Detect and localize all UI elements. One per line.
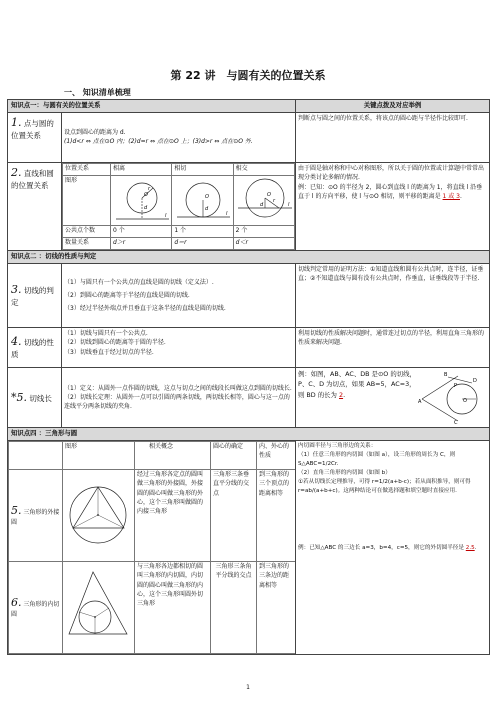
fig-label-p: P: [454, 383, 458, 390]
incircle-radius-cell: [296, 441, 490, 655]
fig-label-o: O: [463, 398, 467, 405]
incircle-answer: 2.5: [465, 544, 475, 551]
tangent-l-label: l: [226, 210, 228, 217]
row2-points-label: 公共点个数: [63, 226, 111, 238]
row5-label: 切线长: [29, 393, 52, 403]
row-tangent-length: [8, 368, 490, 428]
intersect-d-label: d: [259, 201, 263, 208]
row-point-circle: [8, 112, 490, 162]
intersect-diagram: [234, 176, 295, 222]
row1-line2: (1)d<r ⇔ 点在⊙O 内；(2)d=r ⇔ 点在⊙O 上；(3)d>r ⇔ 点在⊙O 外.: [64, 138, 253, 146]
kp1-header: 知识点一：与圆有关的位置关系: [8, 100, 296, 113]
row2-relation-label: 数量关系: [63, 238, 111, 250]
row-line-circle: [8, 162, 490, 250]
row4-number: 4.: [11, 335, 22, 349]
tangent-diagram: [172, 176, 233, 222]
separate-r-label: r: [148, 185, 151, 192]
incircle-figure-cell: [63, 562, 135, 654]
fig-label-c: C: [454, 420, 458, 426]
circumcircle-figure-cell: [63, 470, 135, 562]
incircle-radius-2: （2）直角三角形的内切圆（如图 b）: [298, 469, 391, 476]
row4-content: [62, 328, 296, 368]
row2-points-intersect: 2 个: [233, 226, 294, 238]
row2-rel-separate: d＞r: [111, 238, 172, 250]
incircle-radius-title: 内切圆半径与三角形边的关系：: [298, 443, 377, 450]
knowledge-table: [7, 99, 489, 655]
row2-example-text: 例：已知：⊙O 的半径为 2，圆心到直线 l 的距离为 1，将直线 l 沿垂直于 l 的方向平移，使 l 与⊙O 相切，则平移的距离是: [298, 183, 483, 200]
fig-label-b: B: [444, 372, 448, 379]
fig-label-a: A: [418, 399, 422, 406]
row3-number: 3.: [11, 283, 22, 297]
row3-item-1: （1）与圆只有一个公共点的直线是圆的切线（定义法）.: [64, 278, 214, 286]
row2-tip-cell: [296, 162, 490, 250]
row1-content: [62, 112, 296, 162]
fig-label-d: D: [473, 378, 477, 385]
separate-center-label: O: [144, 191, 148, 198]
blank-head-cell: [9, 442, 63, 470]
row2-head-intersect: 相交: [233, 163, 294, 175]
row2-head-relation: 位置关系: [63, 163, 111, 175]
row2-label: 直线和圆的位置关系: [11, 168, 54, 190]
row3-item-3: （3）经过半径外端点并且垂直于这条半径的直线是圆的切线.: [64, 305, 226, 313]
row4-item-3: （3）切线垂直于经过切点的半径.: [64, 348, 154, 356]
row3-label-cell: [8, 264, 62, 328]
tangent-center-label: O: [205, 193, 210, 200]
row4-tip: 利用切线的性质解决问题时，通常连过切点的半径，利用直角三角形的性质来解决问题.: [296, 328, 490, 368]
row7-number: 6.: [11, 596, 22, 610]
figure-separate: [111, 175, 172, 225]
head-concept: 相关概念: [135, 442, 211, 470]
row2-tip: 由于圆是轴对称和中心对称图形，所以关于圆的位置或计算题中常常出现分类讨论多解的情况.: [298, 164, 485, 182]
row-tangent-criteria: [8, 264, 490, 328]
head-center: 圆心的确定: [211, 442, 257, 470]
row5-item-1: （1）定义：从圆外一点作圆的切线，这点与切点之间的线段长叫做这点到圆的切线长.: [64, 384, 292, 392]
head-figure: 图形: [63, 442, 135, 470]
row2-number: 2.: [11, 165, 22, 179]
row1-label-cell: [8, 112, 62, 162]
row3-content: [62, 264, 296, 328]
kp2-header: 知识点二 ：切线的性质与判定: [8, 251, 490, 264]
row7-center: 三角形三条角平分线的交点: [211, 562, 257, 654]
row6-concept: 经过三角形各定点的圆叫做三角形的外接圆，外接圆的圆心叫做三角形的外心，这个三角形叫做圆的内接三角形: [135, 470, 211, 562]
row1-label: 点与圆的位置关系: [11, 118, 54, 140]
kp1-header-row: [8, 100, 490, 113]
row2-points-separate: 0 个: [111, 226, 172, 238]
incircle-example: 例：已知△ABC 的三边长 a=3，b=4，c=5，则它的外切圆半径是 2.5.: [298, 544, 477, 551]
separate-d-label: d: [144, 204, 148, 211]
row5-example-text: 例：如图，AB、AC、DB 是⊙O 的切线，P、C、D 为切点，如果 AB=5，AC=3，则 BD 的长为: [298, 370, 416, 399]
intersect-l-label: l: [287, 201, 290, 208]
row6-label-cell: [9, 470, 63, 562]
row5-example: 例：如图，AB、AC、DB 是⊙O 的切线，P、C、D 为切点，如果 AB=5，AC=3，则 BD 的长为 2.: [298, 370, 416, 399]
kp4-header-row: [8, 428, 490, 441]
kp2-header-row: [8, 251, 490, 264]
kp4-header: 知识点四 ：三角形与圆: [8, 428, 490, 441]
triangle-circle-table-cell: [8, 441, 296, 655]
tangent-d-label: d: [205, 205, 209, 212]
row-tangent-properties: [8, 328, 490, 368]
row4-item-2: （2）切线到圆心的距离等于圆的半径.: [64, 339, 166, 347]
head-property: 内、外心的性质: [257, 442, 296, 470]
figure-tangent: [172, 175, 233, 225]
row2-rel-tangent: d＝r: [172, 238, 233, 250]
row5-content: [62, 368, 296, 428]
row7-label-cell: [9, 562, 63, 654]
row2-points-tangent: 1 个: [172, 226, 233, 238]
page-number: 1: [246, 684, 250, 691]
row4-item-1: （1）切线与圆只有一个公共点.: [64, 330, 148, 338]
incircle-example-text: 例：已知△ABC 的三边长 a=3，b=4，c=5，则它的外切圆半径是: [298, 544, 464, 551]
separate-diagram: [111, 176, 172, 222]
row2-figure-label: 图形: [63, 175, 111, 225]
row1-tip: 判断点与圆之间的位置关系，将该点的圆心距与半径作比较即可.: [296, 112, 490, 162]
tips-header: 关键点拨及对应举例: [296, 100, 490, 113]
row3-item-2: （2）到圆心的距离等于半径的直线是圆的切线.: [64, 292, 190, 300]
row4-label: 切线的性质: [11, 338, 54, 360]
row3-tip: 切线判定常用的证明方法：①知道直线和圆有公共点时，连半径，证垂直；②不知道直线与圆有没有公共点时，作垂直，证垂线段等于半径.: [296, 264, 490, 328]
row2-label-cell: [8, 162, 62, 250]
row7-property: 到三角形的三条边的距离相等: [257, 562, 296, 654]
row7-label: 三角形的内切圆: [11, 601, 60, 619]
incircle-diagram: [63, 562, 133, 648]
row5-answer: 2: [338, 390, 344, 399]
row5-example-cell: [296, 368, 490, 428]
row4-label-cell: [8, 328, 62, 368]
intersect-center-label: O: [266, 191, 271, 198]
row1-number: 1.: [11, 115, 22, 129]
row2-head-tangent: 相切: [172, 163, 233, 175]
row7-concept: 与三角形各边都相切的圆叫三角形的内切圆，内切圆的圆心叫做三角形的内心，这个三角形叫圆外切三角形: [135, 562, 211, 654]
row5-number: *5.: [11, 390, 27, 404]
triangle-circle-block: [8, 441, 490, 655]
row2-example: 例：已知：⊙O 的半径为 2，圆心到直线 l 的距离为 1，将直线 l 沿垂直于 l 的方向平移，使 l 与⊙O 相切，则平移的距离是 1 或 3.: [298, 183, 483, 200]
row5-item-2: （2）切线长定理：从圆外一点可以引圆的两条切线，两切线长相等，圆心与这一点的连线平分两条切线的夹角.: [64, 393, 290, 411]
row3-label: 切线的判定: [11, 286, 54, 308]
row2-rel-intersect: d＜r: [233, 238, 294, 250]
intersect-r-label: r: [272, 197, 275, 204]
page-title: 第 22 讲 与圆有关的位置关系: [170, 69, 326, 82]
row2-answer: 1 或 3: [442, 192, 460, 200]
row2-content: [62, 162, 296, 250]
circumcircle-diagram: [63, 470, 133, 556]
tangent-length-diagram: [418, 369, 484, 425]
row1-line1: 设点到圆心的距离为 d.: [64, 129, 126, 137]
incircle-radius-1: （1）任意三角形的内切圆（如图 a），设三角形的周长为 C，则 S△ABC=1/2Cr.: [298, 452, 456, 467]
row6-property: 到三角形的三个顶点的距离相等: [257, 470, 296, 562]
section-heading: 一、 知识清单梳理: [64, 88, 131, 97]
row5-label-cell: [8, 368, 62, 428]
row6-label: 三角形的外接圆: [11, 509, 60, 527]
figure-intersect: [233, 175, 294, 225]
row6-number: 5.: [11, 504, 22, 518]
row2-head-separate: 相离: [111, 163, 172, 175]
row6-center: 三角形三条垂直平分线的交点: [211, 470, 257, 562]
incircle-radius-3: ①若从切线长定理推导，可得 r=1/2(a+b-c)；若从面积推导，则可得 r=ab/(a+b+c)。这两种结论可在做选择题和填空题时直接应用.: [298, 478, 471, 494]
separate-l-label: l: [165, 212, 167, 219]
